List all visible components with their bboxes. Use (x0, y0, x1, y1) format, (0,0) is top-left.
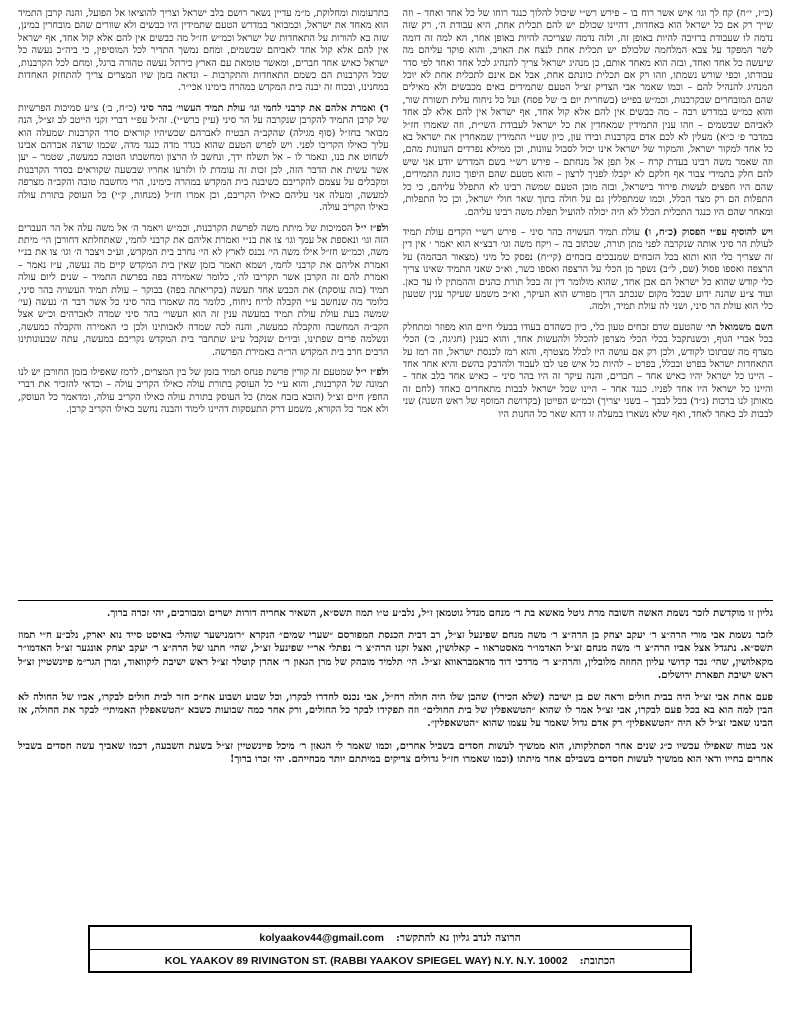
dedications-section (18, 607, 773, 766)
paragraph-text: הסמיכות של מיתת משה לפרשת הקרבנות, וכמ״ש ויאמר ה׳ אל משה עלה אל הר העברים הזה וגו׳ ונאספת אל עמך וגו׳ צו את בנ״י ואמרת אליהם את קרבני לחמי, שאתחלתא דחורבן הי׳ מיתת משה, וכמ״ש חז״ל אילו משה הי׳ נכנס לארץ לא הי׳ נחרב בית המקדש, וע״כ ויצבר ה׳ וגו׳ צו את בנ״י ואמרת אליהם את קרבני לחמי, ושמא תאמר בזמן שאין בית המקדש קיים מה נעשה, ע״ז נאמר – ואמרת להם זה הקרבן אשר תקריבו לה׳, כלומר שאמירה בפה בפרשת התמיד – שנים ליום עולה תמיד (בזה עוסקת) את הכבש אחד תעשה (בקריאתה בפה) בבוקר – עולת תמיד העשויה בהר סיני, כלומר מה שנחשב ע״י הקבלה לריח ניחוח, כלומר מה שאמרו בהר סיני כל אשר דבר ה׳ נעשה (עי׳ שמשה בעת עולת עולת תמיד במעשה ענין זה הוא העשוי׳ בהר סיני שמדה לאברהים וכ״ש אצל הקב״ה המחשבה והקבלה כמעשה, והנה לכה שמדה לאבותינו ולכן כי האמירה והקבלה כמעשה, ונשלמה פרים שפתינו, וביו״ם שנקבל ע״ע שתחבר בית המקדש נקריבם במעשה, עתה שבעונותינו הרבים חרב בית המקדש הר״ה באמירת הפרשה. (18, 222, 389, 358)
memorial-paragraph: לזכר נשמת אבי מורי הרה״צ ר׳ יעקב יצחק בן הרה״צ ר׳ משה מנחם שפינעל זצ״ל, רב דבית הכנסת המפורסם ״שערי שמים״ הנקרא ״רומנישער שוהל״ באיסט סייד נוא יארק, נלב״ע ח״י תמוז תשס״א. נתגדל אצל אביו הרה״צ ר׳ משה מנחם זצ״ל האדמו״ר מאסטראוו – קאלושין, ואצל זקנו הרה״צ ר׳ נפתלי אר״י שפינעל זצ״ל, שהי׳ חתנו של הרה״צ ר׳ יעקב יצחק אונגער זצ״ל האדמו״ר מקאלושין, שהי׳ נכד קדושי עליון החוזה מלובלין, והרה״צ ר׳ מרדכי דוד מדאמבראווא זצ״ל. הי׳ תלמיד מובהק של מרן הגאון ר׳ אהרן קוטלר זצ״ל ראש ישיבת ליקוואוד, ומרן הגר״מ פיינשטיין זצ״ל ראש ישיבת תפארת ירושלים. (18, 630, 773, 681)
paragraph-lead: ד) ואמרת אלהם את קרבני לחמי וגו׳ עולת תמיד העשוי׳ בהר סיני (140, 102, 389, 114)
paragraph-lead: השם משמואל תי׳ (705, 321, 773, 333)
article-paragraph (18, 103, 389, 215)
article-paragraph (403, 8, 774, 219)
column-right (403, 8, 774, 592)
contact-box (88, 925, 692, 973)
address-label: הכתובת: (579, 955, 616, 967)
column-left (18, 8, 389, 592)
paragraph-text: שמטעם זה קורין פרשת פנחס תמיד בזמן של בין המצרים, לרמז שאפילו בזמן החורבן יש לנו תמונה של הקרבנות, והוא ע״י כל העוסק בתורת עולה כאילו הקריב עולה – וכדאי להזכיר את דברי החפץ חיים זצ״ל (הובא בזבח אמת) כל העוסק בתורת עולה כאילו הקריב עולה, ומדאמר כל העוסק, ולא אמר כל הקורא, משמע דרק התעסקות דהיינו לימוד והבנה נחשב כאילו הקריב קרבן. (18, 366, 389, 416)
postal-address: KOL YAAKOV 89 RIVINGTON ST. (RABBI YAAKOV SPIEGEL WAY) N.Y. N.Y. 10002 (164, 955, 568, 967)
article-paragraph (403, 322, 774, 421)
email-label: הרוצה לנדב גליון נא להתקשר: (396, 932, 521, 944)
article-paragraph (403, 227, 774, 314)
article-paragraph (18, 223, 389, 359)
paragraph-text: (כ״ח, ב׳) צ״ע סמיכות הפרשיות של קרבן התמיד להקרבן שנקרבה על הר סיני (עיין ברש״י). זה״ל עפ״י דברי זקני הייטב לב זצ״ל, הנה מבואר בחז״ל (סוף מגילה) שהקב״ה הבטיח לאברהם שכשיהיו קוראים סדר הקרבנות שמעלה הוא עליך כאילו הקריבו לפני. ויש לפרש הטעם שהוא בגדר מדה כנגד מדה, שכמו שרצה אברהם אבינו לשחוט את בנו, ונאמר לו – אל תשלח ידך, ונחשב לו הרצון ומחשבתו הטובה כמעשה, שטמר – יען אשר עשית את הדבר הזה, לכן זכות זה עומדת לו ולזרעו אחריו שבשעה שקוראים בסדר הקרבנות ומקבלים על עצמם להקריבם כשיבנה בית המקדש במהרה בימינו, הרי מחשבה טובה והקב״ה מצרפה למעשה, ומעלה אני עליהם כאילו הקריבם, וכן אמרו חז״ל (מנחות, ק״י) כל העוסק בתורת עולה כאילו הקריב עולה. (18, 102, 389, 214)
article-columns (18, 8, 773, 592)
address-row (90, 949, 690, 972)
paragraph-lead: ולפ״ז י״ל (355, 222, 389, 234)
paragraph-lead: ויש להוסיף עפ״י הפסוק (כ״ח, ו) (644, 226, 773, 238)
dedication-paragraph: גליון זו מוקדשת לזכר נשמת האשה חשובה מרת גיטל מאשא בת ר׳ מנחם מנדל גוטמאן ז״ל, נלב״ע ט״ו תמוז תשס״א, השאיר אחריה דורות ישרים ומבורכים, יהי זכרה ברוך. (106, 608, 773, 619)
paragraph-text: בתרעומות ומחלוקת, מ״מ עדיין נשאר רושם בלב ישראל וצריך להוציאו אל הפועל, והנה קרבן התמיד הוא מאחד את ישראל, וכמבואר במדרש הטעם שתמידין היו כבשים ולא שוורים שהם מובחרין במינן, שזה בא להורות על התאחדות של ישראל וכמ״ש חז״ל מה כבשים אין להם אלא קול אחד, אף ישראל אין להם אלא קול אחד לאביהם שבשמים, ומחם נמשך התדיר לכל המוסיפין, כי ביה״כ נעשה כל ישראל כאיש אחד חברים, ומאשר טומאת עם הארץ כירתל נעשה טהורה ברגל, ומחם לכל הקרבנות, שכל הקרבנות הם כשמם התאחדות והתקרבות – ונדאה בזמן שיו המצרים צריך להתחזק האחדות במחנינו, ובכוח זה יבנה בית המקדש במהרה בימינו אכי״ר. (18, 8, 389, 94)
story-paragraph: פעם אחת אבי זצ״ל היה בבית חולים וראה שם בן ישיבה (שלא הכירו) שהבן שלו היה חולה רח״ל, אבי נכנס לחדרו לבקרו, וכל שבוע ושבוע אח״כ חזר לבית חולים לבקרו, אביו של החולה לא הבין למה הוא בא בכל פעם לבקרו, אבי זצ״ל אמר לו שהוא ״הטשאפלין של בית החולים״ וזה תפקידו לבקר כל החולים, ורק אחר כמה שבועות כשבא ״הטשאפלין האמיתי״ לבקר את החולה, אז הבינו שאבי זצ״ל לא היה ״הטשאפלין״ רק אדם גדול שאמר על עצמו שהוא ״הטשאפלין״. (18, 692, 773, 730)
paragraph-lead: ולפ״ז י״ל (356, 366, 389, 378)
paragraph-text: שהטעם שדם זבחים טעון כלי, כיון כשהדם בעודו בבעלי חיים הוא מפוזר ומתחלק בכל אברי הגוף, וכשנתקבל בכלי הכלי מצרפן להכלל ולהעשות אחד, והוא כענין (חגיגה, כ׳) הכלי מצרף מה שבתוכו לקודש, ולכן רק אם עושה היו לכלל מצטרף, והוא רמז לכנסת ישראל, וזה רמז על התאחדות ישראל בפרט ובכלל, בפרט – להיות כל איש פנו לבו לעבוד ולהדבק בהשם והיא אחד אחד – היינו כל ישראל יהיו כאיש אחד – חברים, והנה עיקר זה היו בהר סיני – כאיש אחד בלב אחד – והיינו כל ישראל היו אחד לפניו. כנגד אחד – היינו שכל ישראל לבבות מתאחדים כאחד (לחם זה מאותן לנו ברכות (נ״ד) בכל לבבך – בשני יצריך) וכמ״ש הפייטן (בקדושת המוסף של ראש השנה) שני לבבות לב כאחד לאחד, ואף שלא נשארו במעלה זו דהא שאר כל החנות היו (402, 321, 773, 420)
section-divider (18, 600, 773, 601)
paragraph-text: עולת תמיד העשויה בהר סיני – פירש רש״י הקדים עולת תמיד לעולת הר סיני אותה שנקרבה לפני מתן תורה, שכתוב בה – ויקח משה וגו׳ דבצ״א הוא יאמר ׳ אין דין זה שצריך כלי הוא ותוא בכל הזבחים שמנבכים בזבחים (קי״ח) נפסק כל מיני (מצאור הבהמה) על הרצפה ואספו פסול (שם, ל״ב) נשפך מן הכלי על הרצפה ואספו כשר, וא״כ שאני התמיד שאינו צריך כלי קודש שהוא כל ישראל הם אבן אחד, שהוא מולומר דין זה בכל תורת כהנים וההמתין לו עד כאן. ועוד צ״ע שהנה ידוע שבכל מקום שנכתב הדין מפורש הוא העיקר, וא״כ משמע שעיקר ענין שטעון כלי הוא עולת הר סיני, ושני לה עולת תמיד, ולמה. (402, 226, 773, 313)
email-row (90, 927, 690, 949)
article-paragraph (18, 8, 389, 95)
paragraph-text: (כ״ז, י״ח) קח לך וגו׳ איש אשר רוח בו – פירש רש״י שיכול להלוך כנגד רוחו של כל אחד ואחד – וזה שייך רק אם כל ישראל הוא באחדות, דהיינו שכולם יש להם תכלית אחת, היא עבודת ה׳, רק שזה נדמה לו שעבודת ברזיבה להיות באופן זה, ולזה נדמה שצריכה להיות באופן אחר, הא למה זה דומה לשר המפקד על צבא המלחמה שלכולם יש תכלית אחת לנצח את האויב, והוא פוקד עליהם מה שיעשה כל אחד ואחד, ובזה הוא מאחד אותם, כן מנהיג ישראל צריך להנהיג לכל אחד ואחד לפי סדר עבודתו, וכפי שורש נשמתו, וזהו רק אם תכלית כוונתם אחת, אבל אם אינם לתכלית אחת לא יוכל המנהיג להנהיל להם – וכמו שאמר אבי הצדיק זצ״ל הטעם שתמידים באים מכבשים ולא מאילים שהם המובחרים שבקרבנות, וכמ״ש בפייט (בשחרית יום ב׳ של פסח) ועל כל ניחוח עלית תשורת שור, והוא כמ״ש במדרש רבה – מה כבשים אין להם אלא קול אחד, אף ישראל אין להם אלא לב אחד לאביהם שבשמים – וזהו ענין התמידין שמאחדין את כל ישראל לעבודת השי״ת, וזה שאמרו חז״ל במדבר פ׳ כ״א) מעלין לא לכם אדם בקרבנות ובידו עון, כיון שע״י התמידין שמאחדין את ישראל בא כל אחד למקור ישראל, והמקור של ישראל אינו יכול לסבול עוונות, וכן ממילא נפרדים העוונות מהם, וזה שאמר משה רבינו בעדת קרח – אל תפן אל מנחתם – פירש רש״י בשם המדרש יודע אני שיש להם חלק בתמידי צבור אף חלקם לא יקבלו לפניך לרצון – והוא מטעם שהם היפוך כוונת התמידים, שהם היו חפצים לעשות פירוד בישראל, ובזה מובן הטעם שמשה רבינו לא התפלל עליהם, כי כל התפלות הם רק מצד הכלל, וכמו שמתפללין גם על חולה בתוך שאר חולי ישראל, וכן כל התפלות, ומאחר שהם היו כנגד התכלית הכלל לא היה יכולה להועיל תפלת משה רבינו עליהם. (402, 8, 773, 218)
closing-paragraph: אני בטוח שאפילו עכשיו כ״ג שנים אחר הסתלקותו, הוא ממשיך לעשות חסדים בשביל אחרים, וכמו שאמר לי הגאון ר׳ מיכל פיינשטיין זצ״ל בשעת השבעה, דכמו שאביך עשה חסדים בשביל אחרים בחייו ודאי הוא ממשיך לעשות חסדים בשבילם אחר מיתתו (וכמו שאמרו חז״ל גדולים צדיקים במיתתם יותר מבחייהם. יהי זכרו ברוך! (18, 740, 773, 765)
article-paragraph (18, 367, 389, 417)
email-address[interactable]: kolyaakov44@gmail.com (259, 932, 385, 944)
